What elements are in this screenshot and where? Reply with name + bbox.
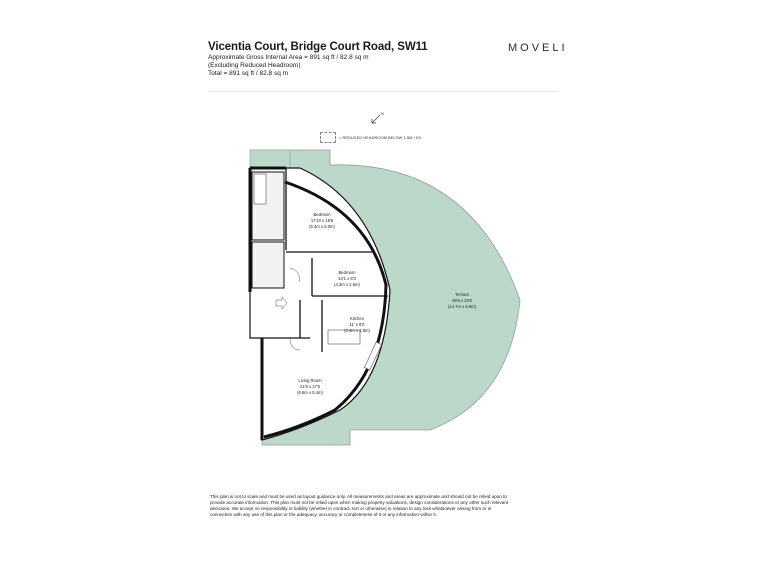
svg-text:14'1 x 8'3: 14'1 x 8'3: [338, 276, 356, 281]
svg-text:(4.3m x 2.5m): (4.3m x 2.5m): [334, 282, 360, 287]
svg-text:(6.6m x 5.4m): (6.6m x 5.4m): [297, 390, 323, 395]
bath-tub: [254, 174, 266, 204]
svg-text:Kitchen: Kitchen: [350, 316, 364, 321]
gross-area-text: Approximate Gross Internal Area = 891 sq ft / 82.8 sq m: [208, 54, 369, 61]
svg-text:48'5 x 23'5: 48'5 x 23'5: [452, 298, 472, 303]
svg-text:(5.4m x 5.0m): (5.4m x 5.0m): [309, 224, 335, 229]
bathroom-2: [252, 242, 284, 288]
svg-text:Terrace: Terrace: [455, 292, 469, 297]
svg-text:Living Room: Living Room: [298, 378, 322, 383]
headroom-note: (Excluding Reduced Headroom): [208, 62, 301, 69]
svg-text:(14.7m x 6.8m): (14.7m x 6.8m): [447, 304, 477, 309]
svg-text:Bedroom: Bedroom: [313, 212, 331, 217]
brand-logo: MOVELI: [508, 42, 568, 54]
svg-text:Bedroom: Bedroom: [338, 270, 356, 275]
svg-text:(3.4m x 1.8m): (3.4m x 1.8m): [344, 328, 370, 333]
north-letter: N: [381, 111, 384, 116]
total-area-text: Total = 891 sq ft / 82.8 sq m: [208, 70, 289, 77]
svg-text:17'10 x 16'6: 17'10 x 16'6: [310, 218, 334, 223]
legend-text: = REDUCED HEADROOM BELOW 1.5M / 5'0: [339, 135, 422, 140]
property-title: Vicentia Court, Bridge Court Road, SW11: [208, 41, 428, 53]
svg-text:11' x 6'0: 11' x 6'0: [349, 322, 365, 327]
disclaimer-text: This plan is not to scale and must be used as layout guidance only. All measurements and areas are approximate and should not be relied upon to provide accurate information. This plan must not be relied upon when making property valuations, design considerations or any other such relevant decisions. We accept no responsibility or liability (whether in contract, tort or otherwise) in relation to any loss whatsoever arising from or in connection with any use of this plan or the adequacy, accuracy or completeness of it or any information within it.: [210, 494, 509, 518]
room-label-living-room: [297, 378, 323, 395]
terrace-corner: [250, 150, 290, 168]
svg-text:21'9 x 17'6: 21'9 x 17'6: [300, 384, 320, 389]
